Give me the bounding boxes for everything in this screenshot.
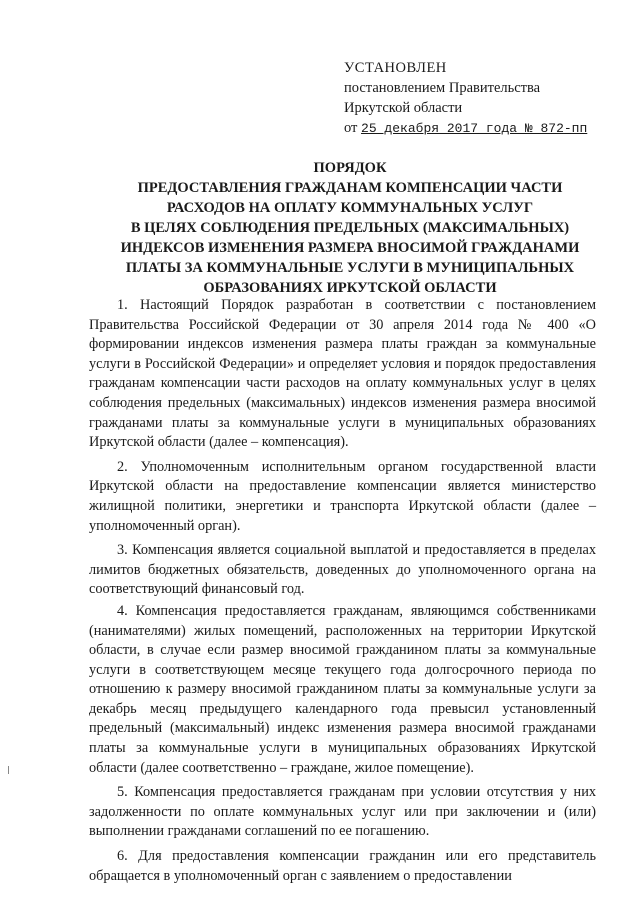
title-line: ИНДЕКСОВ ИЗМЕНЕНИЯ РАЗМЕРА ВНОСИМОЙ ГРАЖДАНАМИ — [120, 240, 580, 256]
approval-issuer: постановлением Правительства — [344, 80, 541, 96]
title-line: ПРЕДОСТАВЛЕНИЯ ГРАЖДАНАМ КОМПЕНСАЦИИ ЧАСТИ — [137, 180, 563, 196]
title-line: ПОРЯДОК — [313, 160, 387, 176]
approval-date-line — [344, 118, 624, 139]
paragraph-1: 1. Настоящий Порядок разработан в соответствии с постановлением Правительства Российской Федерации от 30 апреля 2014 года № 400 «О формировании индексов изменения размера платы граждан за коммунальные услуги в Российской Федерации» и определяет условия и порядок предоставления гражданам компенсации части расходов на оплату коммунальных услуг в целях соблюдения предельных (максимальных) индексов изменения размера вносимой гражданами платы за коммунальные услуги в муниципальных образованиях Иркутской области (далее – компенсация). — [89, 297, 596, 451]
paragraph-3: 3. Компенсация является социальной выплатой и предоставляется в пределах лимитов бюджетных обязательств, доведенных до уполномоченного органа на соответствующий финансовый год. — [89, 542, 596, 598]
approval-block — [344, 58, 624, 139]
title-line: РАСХОДОВ НА ОПЛАТУ КОММУНАЛЬНЫХ УСЛУГ — [166, 200, 534, 216]
paragraph-6: 6. Для предоставления компенсации гражданин или его представитель обращается в уполномоченный орган с заявлением о предоставлении — [89, 848, 596, 884]
approval-date-prefix: от — [344, 120, 358, 136]
title-line: ПЛАТЫ ЗА КОММУНАЛЬНЫЕ УСЛУГИ В МУНИЦИПАЛЬНЫХ — [125, 260, 575, 276]
paragraph-4: 4. Компенсация предоставляется гражданам, являющимся собственниками (нанимателями) жилых помещений, расположенных на территории Иркутской области, в случае если размер вносимой гражданином платы за коммунальные услуги в соответствующем месяце текущего года долгосрочного периода по отношению к размеру вносимой гражданином платы за коммунальные услуги за декабрь месяц предыдущего календарного года превысил установленный предельный (максимальный) индекс изменения размера вносимой гражданами платы за коммунальные услуги в муниципальных образованиях Иркутской области (далее соответственно – граждане, жилое помещение). — [89, 602, 596, 776]
approval-date-value: 25 декабря 2017 года № 872-пп — [361, 121, 588, 136]
document-title — [110, 158, 590, 298]
paragraph-2: 2. Уполномоченным исполнительным органом государственной власти Иркутской области на предоставление компенсации является министерство жилищной политики, энергетики и транспорта Иркутской области (далее – уполномоченный орган). — [89, 458, 596, 534]
title-line: ОБРАЗОВАНИЯХ ИРКУТСКОЙ ОБЛАСТИ — [203, 280, 497, 296]
paragraph-5: 5. Компенсация предоставляется гражданам при условии отсутствия у них задолженности по оплате коммунальных услуг или при заключении и (или) выполнении гражданами соглашений по ее погашению. — [89, 784, 596, 840]
approval-heading: УСТАНОВЛЕН — [344, 60, 447, 76]
scan-margin-mark — [8, 766, 12, 774]
document-body — [89, 296, 596, 891]
approval-region: Иркутской области — [344, 100, 463, 116]
title-line: В ЦЕЛЯХ СОБЛЮДЕНИЯ ПРЕДЕЛЬНЫХ (МАКСИМАЛЬНЫХ) — [130, 220, 570, 236]
